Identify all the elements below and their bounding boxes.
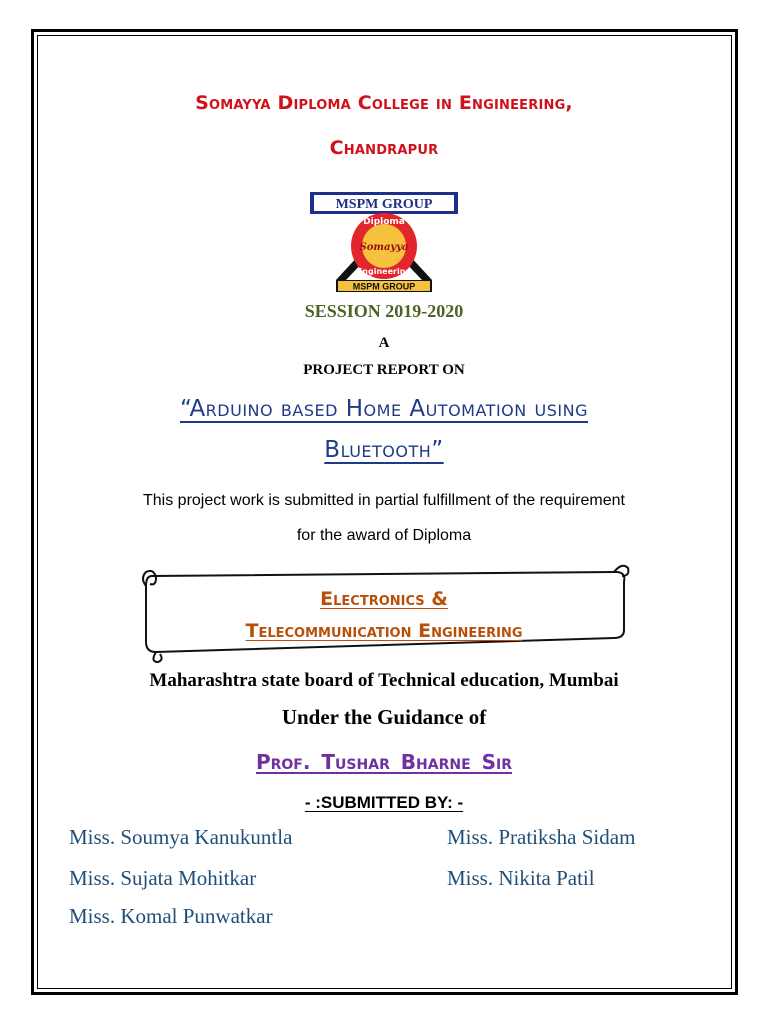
logo-banner-bottom [336, 280, 432, 292]
submitted-by-heading: - :SUBMITTED BY: - [304, 793, 464, 812]
department-scroll [138, 556, 630, 668]
project-title-line2: Bluetooth” [324, 437, 444, 463]
college-name-line2: Chandrapur [329, 137, 439, 159]
guide-name: Prof. Tushar Bharne Sir [255, 750, 513, 774]
intro-a: A [378, 335, 390, 351]
submission-note-line2: for the award of Diploma [296, 527, 472, 544]
logo-banner-top-text: MSPM GROUP [335, 197, 433, 212]
student-name: Miss. Pratiksha Sidam [447, 825, 636, 849]
logo-banner-bottom-text: MSPM GROUP [352, 281, 416, 292]
session: SESSION 2019-2020 [304, 301, 464, 321]
student-name: Miss. Komal Punwatkar [69, 904, 273, 928]
board-name: Maharashtra state board of Technical education, Mumbai [149, 670, 619, 691]
college-name-line1: Somayya Diploma College in Engineering, [195, 92, 573, 114]
logo-circle-bottom-text: Engineering [356, 267, 412, 276]
project-report-on: PROJECT REPORT ON [303, 362, 465, 378]
guidance-label: Under the Guidance of [281, 705, 487, 729]
student-name: Miss. Soumya Kanukuntla [69, 825, 293, 849]
project-title-line1: “Arduino based Home Automation using [180, 396, 588, 422]
student-name: Miss. Nikita Patil [447, 866, 595, 890]
logo-circle-top-text: Diploma [363, 217, 405, 227]
student-name: Miss. Sujata Mohitkar [69, 866, 257, 890]
department-line2: Telecommunication Engineering [245, 620, 523, 642]
college-logo [310, 188, 460, 296]
logo-circle-mid-text: Somayya [359, 242, 409, 253]
department-line1: Electronics & [320, 588, 448, 610]
logo-banner-top [310, 192, 458, 214]
submission-note-line1: This project work is submitted in partial fulfillment of the requirement [143, 492, 625, 509]
